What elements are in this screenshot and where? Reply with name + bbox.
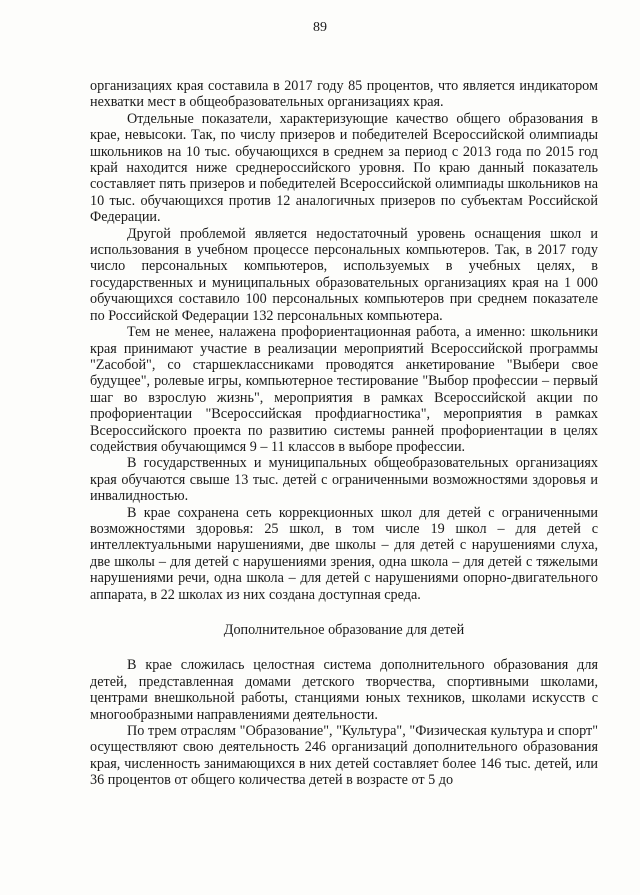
paragraph-continued: организациях края составила в 2017 году 85 процентов, что является индикатором нехватки мест в общеобразовательных организациях края. bbox=[90, 78, 598, 111]
paragraph-olympiad-indicators: Отдельные показатели, характеризующие качество общего образования в крае, невысоки. Так, по числу призеров и победителей Всероссийской олимпиады школьников на 10 тыс. обучающихся в среднем за период с 2013 года по 2015 год край находится ниже среднероссийского уровня. По краю данный показатель составляет пять призеров и победителей Всероссийской олимпиады школьников на 10 тыс. обучающихся против 12 аналогичных призеров по субъектам Российской Федерации. bbox=[90, 110, 598, 226]
paragraph-disabled-children: В государственных и муниципальных общеобразовательных организациях края обучаются свыше 13 тыс. детей с ограниченными возможностями здоровья и инвалидностью. bbox=[90, 455, 598, 505]
paragraph-computers: Другой проблемой является недостаточный уровень оснащения школ и использования в учебном процессе персональных компьютеров. Так, в 2017 году число персональных компьютеров, используемых в учебных целях, в государственных и муниципальных образовательных организациях края на 1 000 обучающихся составило 100 персональных компьютеров при среднем показателе по Российской Федерации 132 персональных компьютера. bbox=[90, 225, 598, 324]
section-heading: Дополнительное образование для детей bbox=[223, 622, 465, 638]
paragraph-additional-education-system: В крае сложилась целостная система дополнительного образования для детей, представленная домами детского творчества, спортивными школами, центрами внешкольной работы, станциями юных техников, школами искусств с многообразными направлениями деятельности. bbox=[90, 657, 598, 723]
document-body bbox=[90, 78, 598, 789]
paragraph-additional-education-stats: По трем отраслям "Образование", "Культура", "Физическая культура и спорт" осуществляют свою деятельность 246 организаций дополнительного образования края, численность занимающихся в них детей составляет более 146 тыс. детей, или 36 процентов от общего количества детей в возрасте от 5 до bbox=[90, 723, 598, 789]
page-number: 89 bbox=[313, 20, 327, 35]
paragraph-correctional-schools: В крае сохранена сеть коррекционных школ для детей с ограниченными возможностями здоровья: 25 школ, в том числе 19 школ – для детей с интеллектуальными нарушениями, две школы – для детей с нарушениями слуха, две школы – для детей с нарушениями зрения, одна школа – для детей с тяжелыми нарушениями речи, одна школа – для детей с нарушениями опорно-двигательного аппарата, в 22 школах из них создана доступная среда. bbox=[90, 504, 598, 603]
paragraph-career-guidance: Тем не менее, налажена профориентационная работа, а именно: школьники края принимают участие в реализации мероприятий Всероссийской программы "Zасобой", со старшеклассниками проводятся анкетирование "Выбери свое будущее", ролевые игры, компьютерное тестирование "Выбор профессии – первый шаг во взрослую жизнь", мероприятия в рамках Всероссийской акции по профориентации "Всероссийская профдиагностика", мероприятия в рамках Всероссийского проекта по развитию системы ранней профориентации в целях содействия обучающимся 9 – 11 классов в выборе профессии. bbox=[90, 324, 598, 455]
